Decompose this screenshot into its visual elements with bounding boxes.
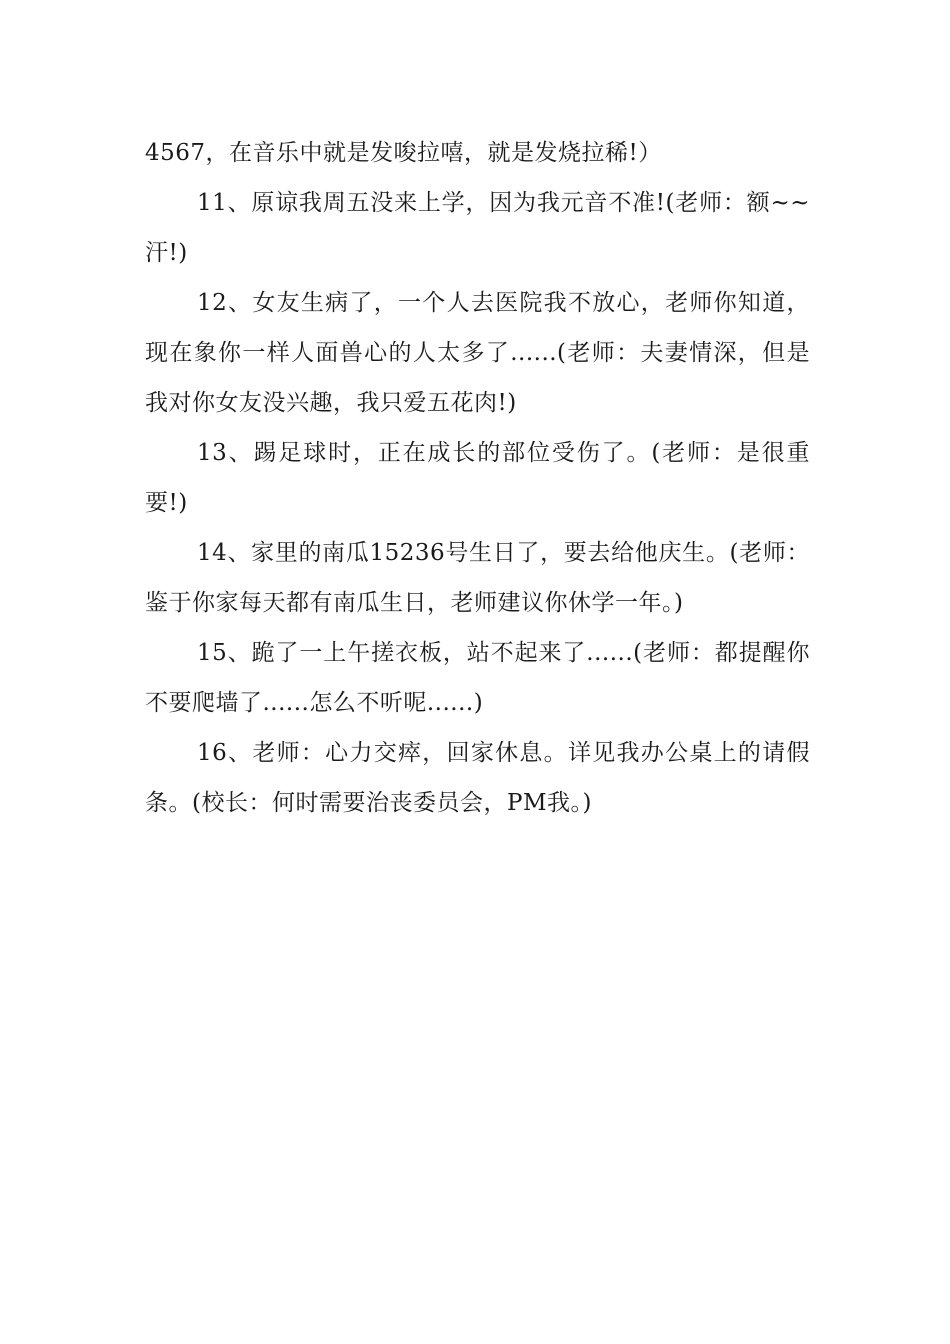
paragraph-item-13: 13、踢足球时，正在成长的部位受伤了。(老师：是很重要!) — [145, 440, 810, 516]
document-body — [145, 128, 810, 828]
paragraph-item-12: 12、女友生病了，一个人去医院我不放心，老师你知道，现在象你一样人面兽心的人太多了......(老师：夫妻情深，但是我对你女友没兴趣，我只爱五花肉!) — [145, 290, 810, 416]
paragraph-continuation: 4567，在音乐中就是发唆拉嘻，就是发烧拉稀!） — [145, 140, 662, 166]
paragraph-item-11: 11、原谅我周五没来上学，因为我元音不准!(老师：额~~汗!) — [145, 190, 810, 266]
paragraph-item-16: 16、老师：心力交瘁，回家休息。详见我办公桌上的请假条。(校长：何时需要治丧委员会，PM我。) — [145, 740, 810, 816]
paragraph-item-15: 15、跪了一上午搓衣板，站不起来了......(老师：都提醒你不要爬墙了......怎么不听呢......) — [145, 640, 810, 716]
paragraph-item-14: 14、家里的南瓜15236号生日了，要去给他庆生。(老师：鉴于你家每天都有南瓜生日，老师建议你休学一年。) — [145, 540, 810, 616]
